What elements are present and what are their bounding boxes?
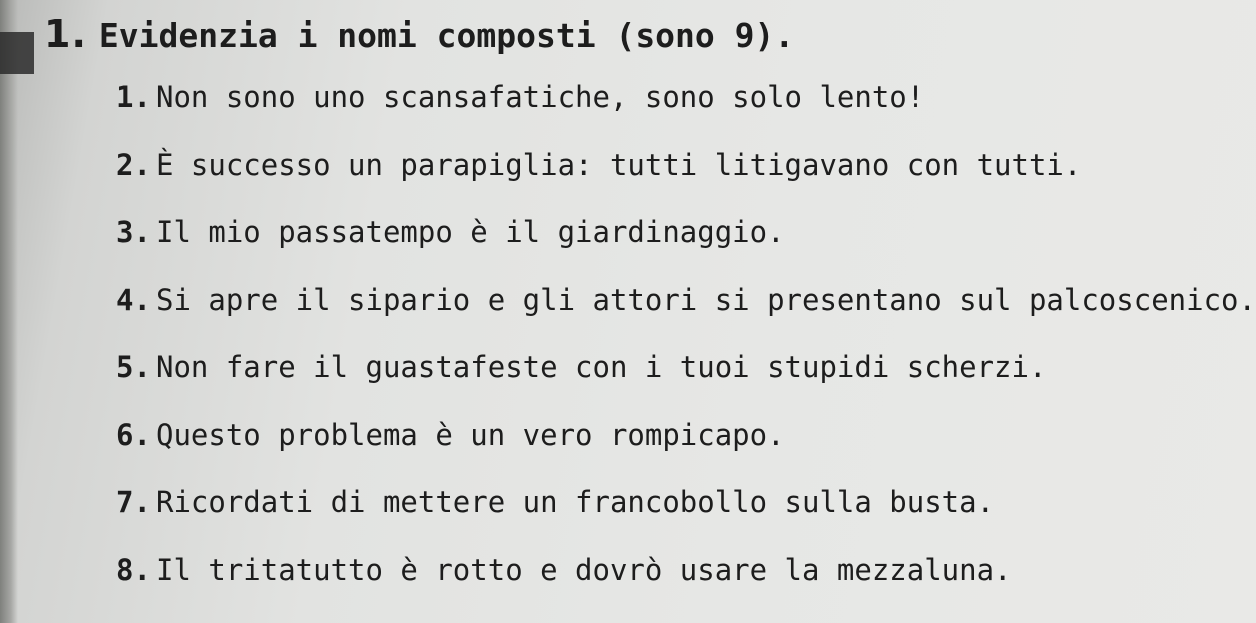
sentence-number: 6. — [116, 417, 151, 452]
sentence-text: Ricordati di mettere un francobollo sulla busta. — [156, 485, 995, 519]
exercise-number: 1. — [44, 12, 87, 56]
sentence-number: 5. — [116, 350, 151, 384]
sentence-number: 3. — [116, 215, 151, 249]
sentence-number: 8. — [116, 552, 151, 587]
sentence-text: Non fare il guastafeste con i tuoi stupidi scherzi. — [156, 350, 1047, 384]
sentence-text: Il mio passatempo è il giardinaggio. — [156, 215, 785, 249]
sentence-item — [116, 485, 1256, 553]
margin-marker — [0, 32, 34, 74]
sentence-text: È successo un parapiglia: tutti litigavano con tutti. — [156, 147, 1082, 182]
sentence-item — [116, 80, 1256, 148]
sentence-list — [116, 80, 1256, 620]
sentence-number: 2. — [116, 147, 151, 182]
sentence-item — [116, 350, 1256, 418]
sentence-number: 1. — [116, 80, 151, 114]
sentence-item — [116, 283, 1256, 351]
page-edge-shadow — [0, 0, 18, 623]
sentence-text: Questo problema è un vero rompicapo. — [156, 417, 785, 452]
sentence-text: Il tritatutto è rotto e dovrò usare la mezzaluna. — [156, 552, 1012, 587]
sentence-item — [116, 553, 1256, 621]
sentence-number: 7. — [116, 485, 151, 519]
sentence-number: 4. — [116, 282, 151, 317]
sentence-text: Non sono uno scansafatiche, sono solo lento! — [156, 80, 925, 114]
sentence-text: Si apre il sipario e gli attori si presentano sul palcoscenico. — [156, 282, 1256, 317]
sentence-item — [116, 215, 1256, 283]
sentence-item — [116, 418, 1256, 486]
exercise-title: Evidenzia i nomi composti (sono 9). — [98, 16, 795, 55]
sentence-item — [116, 148, 1256, 216]
exercise-header — [44, 12, 794, 62]
